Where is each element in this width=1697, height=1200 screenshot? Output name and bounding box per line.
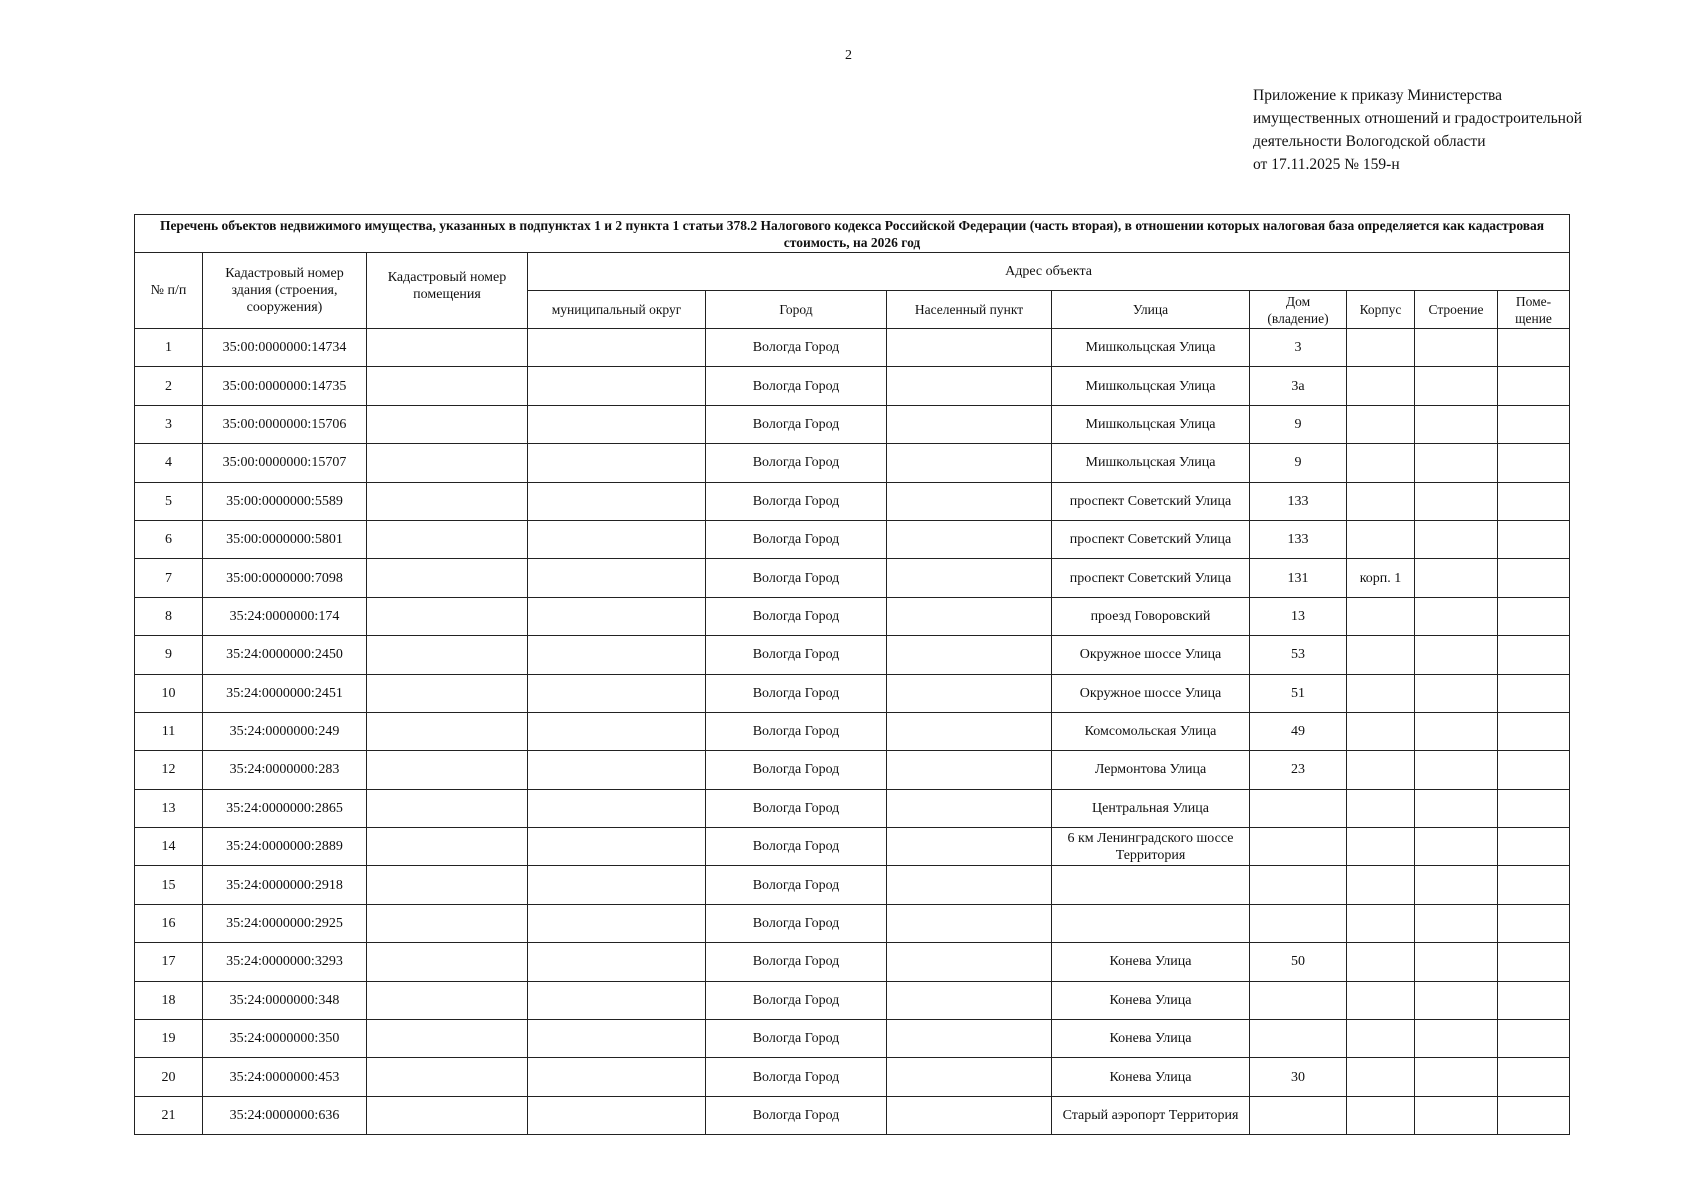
- cell-street: проспект Советский Улица: [1052, 482, 1250, 520]
- table-row: [135, 636, 1570, 674]
- cell-building-cadastral: 35:24:0000000:348: [203, 981, 367, 1019]
- cell-municipal-district: [528, 559, 706, 597]
- cell-street: Конева Улица: [1052, 1058, 1250, 1096]
- cell-room: [1498, 405, 1570, 443]
- cell-stroenie: [1415, 520, 1498, 558]
- table-row: [135, 329, 1570, 367]
- cell-city: Вологда Город: [706, 904, 887, 942]
- page-number: 2: [845, 48, 852, 63]
- cell-building-cadastral: 35:00:0000000:7098: [203, 559, 367, 597]
- cell-city: Вологда Город: [706, 482, 887, 520]
- cell-room: [1498, 1058, 1570, 1096]
- cell-house: 3а: [1250, 367, 1347, 405]
- cell-korpus: [1347, 712, 1415, 750]
- cell-settlement: [887, 559, 1052, 597]
- cell-korpus: [1347, 981, 1415, 1019]
- header-settlement: Населенный пункт: [887, 291, 1052, 329]
- cell-korpus: [1347, 329, 1415, 367]
- header-room-cadastral: Кадастровый номер помещения: [367, 253, 528, 329]
- cell-street: проспект Советский Улица: [1052, 559, 1250, 597]
- cell-num: 11: [135, 712, 203, 750]
- cell-municipal-district: [528, 367, 706, 405]
- cell-house: 30: [1250, 1058, 1347, 1096]
- header-address-group: Адрес объекта: [528, 253, 1570, 291]
- header-city: Город: [706, 291, 887, 329]
- cell-municipal-district: [528, 828, 706, 866]
- cell-house: 133: [1250, 482, 1347, 520]
- table-row: [135, 751, 1570, 789]
- cell-city: Вологда Город: [706, 597, 887, 635]
- cell-street: Окружное шоссе Улица: [1052, 636, 1250, 674]
- cell-street: проезд Говоровский: [1052, 597, 1250, 635]
- cell-house: 13: [1250, 597, 1347, 635]
- header-korpus: Корпус: [1347, 291, 1415, 329]
- header-house: [1250, 291, 1347, 329]
- cell-settlement: [887, 866, 1052, 904]
- cell-room: [1498, 789, 1570, 827]
- cell-num: 7: [135, 559, 203, 597]
- cell-municipal-district: [528, 789, 706, 827]
- header-stroenie: Строение: [1415, 291, 1498, 329]
- cell-room-cadastral: [367, 482, 528, 520]
- cell-city: Вологда Город: [706, 943, 887, 981]
- cell-room: [1498, 367, 1570, 405]
- cell-settlement: [887, 636, 1052, 674]
- table-row: [135, 904, 1570, 942]
- cell-settlement: [887, 981, 1052, 1019]
- cell-building-cadastral: 35:00:0000000:15706: [203, 405, 367, 443]
- table-row: [135, 1096, 1570, 1134]
- table-row: [135, 559, 1570, 597]
- cell-num: 13: [135, 789, 203, 827]
- cell-room-cadastral: [367, 405, 528, 443]
- header-house-line: Дом: [1285, 293, 1311, 309]
- header-house-line: (владение): [1267, 310, 1329, 326]
- cell-num: 5: [135, 482, 203, 520]
- cell-settlement: [887, 1020, 1052, 1058]
- cell-house: [1250, 1020, 1347, 1058]
- cell-room-cadastral: [367, 1020, 528, 1058]
- cell-street: [1052, 866, 1250, 904]
- cell-room-cadastral: [367, 789, 528, 827]
- cell-street: Конева Улица: [1052, 1020, 1250, 1058]
- header-municipal-district: муниципальный округ: [528, 291, 706, 329]
- cell-korpus: [1347, 444, 1415, 482]
- cell-municipal-district: [528, 405, 706, 443]
- cell-city: Вологда Город: [706, 1020, 887, 1058]
- cell-room: [1498, 329, 1570, 367]
- cell-building-cadastral: 35:24:0000000:2451: [203, 674, 367, 712]
- header-num: № п/п: [135, 253, 203, 329]
- cell-house: [1250, 1096, 1347, 1134]
- cell-street: Мишкольцская Улица: [1052, 444, 1250, 482]
- cell-municipal-district: [528, 712, 706, 750]
- cell-municipal-district: [528, 751, 706, 789]
- cell-korpus: [1347, 636, 1415, 674]
- cell-num: 9: [135, 636, 203, 674]
- cell-room: [1498, 1096, 1570, 1134]
- cell-room: [1498, 559, 1570, 597]
- cell-city: Вологда Город: [706, 520, 887, 558]
- cell-korpus: [1347, 482, 1415, 520]
- cell-stroenie: [1415, 559, 1498, 597]
- cell-num: 20: [135, 1058, 203, 1096]
- cell-num: 19: [135, 1020, 203, 1058]
- cell-stroenie: [1415, 636, 1498, 674]
- cell-room-cadastral: [367, 367, 528, 405]
- cell-num: 12: [135, 751, 203, 789]
- cell-stroenie: [1415, 981, 1498, 1019]
- table-row: [135, 674, 1570, 712]
- cell-municipal-district: [528, 329, 706, 367]
- cell-municipal-district: [528, 904, 706, 942]
- cell-municipal-district: [528, 520, 706, 558]
- appendix-line: имущественных отношений и градостроительной: [1253, 110, 1582, 127]
- cell-street: проспект Советский Улица: [1052, 520, 1250, 558]
- cell-korpus: корп. 1: [1347, 559, 1415, 597]
- cell-house: 9: [1250, 444, 1347, 482]
- cell-municipal-district: [528, 444, 706, 482]
- cell-house: [1250, 866, 1347, 904]
- cell-korpus: [1347, 674, 1415, 712]
- cell-street: Конева Улица: [1052, 981, 1250, 1019]
- cell-municipal-district: [528, 674, 706, 712]
- cell-building-cadastral: 35:24:0000000:350: [203, 1020, 367, 1058]
- cell-settlement: [887, 405, 1052, 443]
- table-row: [135, 866, 1570, 904]
- cell-city: Вологда Город: [706, 1058, 887, 1096]
- cell-room: [1498, 674, 1570, 712]
- cell-settlement: [887, 828, 1052, 866]
- cell-building-cadastral: 35:24:0000000:2450: [203, 636, 367, 674]
- cell-house: [1250, 981, 1347, 1019]
- cell-settlement: [887, 1096, 1052, 1134]
- table-row: [135, 482, 1570, 520]
- cell-room: [1498, 444, 1570, 482]
- cell-building-cadastral: 35:24:0000000:174: [203, 597, 367, 635]
- cell-settlement: [887, 482, 1052, 520]
- cell-settlement: [887, 789, 1052, 827]
- cell-building-cadastral: 35:24:0000000:636: [203, 1096, 367, 1134]
- cell-municipal-district: [528, 636, 706, 674]
- cell-building-cadastral: 35:24:0000000:283: [203, 751, 367, 789]
- cell-city: Вологда Город: [706, 636, 887, 674]
- cell-room-cadastral: [367, 1096, 528, 1134]
- header-room-line: щение: [1515, 310, 1552, 326]
- cell-num: 4: [135, 444, 203, 482]
- cell-municipal-district: [528, 482, 706, 520]
- cell-city: Вологда Город: [706, 405, 887, 443]
- table-row: [135, 712, 1570, 750]
- cell-num: 1: [135, 329, 203, 367]
- cell-room-cadastral: [367, 712, 528, 750]
- cell-municipal-district: [528, 943, 706, 981]
- table-row: [135, 943, 1570, 981]
- cell-building-cadastral: 35:24:0000000:2918: [203, 866, 367, 904]
- cell-room: [1498, 712, 1570, 750]
- cell-stroenie: [1415, 789, 1498, 827]
- cell-room: [1498, 1020, 1570, 1058]
- cell-house: 9: [1250, 405, 1347, 443]
- cell-municipal-district: [528, 1096, 706, 1134]
- cell-house: 3: [1250, 329, 1347, 367]
- cell-stroenie: [1415, 751, 1498, 789]
- cell-korpus: [1347, 904, 1415, 942]
- cell-house: [1250, 789, 1347, 827]
- cell-street: Мишкольцская Улица: [1052, 405, 1250, 443]
- cell-stroenie: [1415, 1096, 1498, 1134]
- cell-room-cadastral: [367, 981, 528, 1019]
- cell-city: Вологда Город: [706, 789, 887, 827]
- cell-num: 17: [135, 943, 203, 981]
- cell-stroenie: [1415, 482, 1498, 520]
- cell-house: 23: [1250, 751, 1347, 789]
- cell-house: 50: [1250, 943, 1347, 981]
- cell-room-cadastral: [367, 866, 528, 904]
- cell-korpus: [1347, 597, 1415, 635]
- cell-stroenie: [1415, 943, 1498, 981]
- cell-street: Окружное шоссе Улица: [1052, 674, 1250, 712]
- cell-city: Вологда Город: [706, 866, 887, 904]
- cell-city: Вологда Город: [706, 828, 887, 866]
- table-body: [135, 329, 1570, 1135]
- table-row: [135, 405, 1570, 443]
- cell-building-cadastral: 35:24:0000000:249: [203, 712, 367, 750]
- cell-building-cadastral: 35:00:0000000:5801: [203, 520, 367, 558]
- cell-city: Вологда Город: [706, 712, 887, 750]
- table-row: [135, 1020, 1570, 1058]
- cell-stroenie: [1415, 1058, 1498, 1096]
- cell-room: [1498, 828, 1570, 866]
- cell-street: Лермонтова Улица: [1052, 751, 1250, 789]
- cell-num: 10: [135, 674, 203, 712]
- cell-num: 16: [135, 904, 203, 942]
- cell-building-cadastral: 35:00:0000000:5589: [203, 482, 367, 520]
- cell-num: 6: [135, 520, 203, 558]
- cell-room: [1498, 904, 1570, 942]
- cell-room: [1498, 520, 1570, 558]
- table-row: [135, 981, 1570, 1019]
- cell-room: [1498, 636, 1570, 674]
- cell-stroenie: [1415, 828, 1498, 866]
- cell-room: [1498, 943, 1570, 981]
- appendix-line: деятельности Вологодской области: [1253, 133, 1486, 150]
- cell-settlement: [887, 329, 1052, 367]
- cell-num: 14: [135, 828, 203, 866]
- cell-settlement: [887, 367, 1052, 405]
- cell-street: Мишкольцская Улица: [1052, 367, 1250, 405]
- cell-municipal-district: [528, 981, 706, 1019]
- cell-stroenie: [1415, 1020, 1498, 1058]
- cell-korpus: [1347, 789, 1415, 827]
- cell-building-cadastral: 35:24:0000000:453: [203, 1058, 367, 1096]
- cell-num: 8: [135, 597, 203, 635]
- cell-korpus: [1347, 1058, 1415, 1096]
- cell-house: [1250, 904, 1347, 942]
- cell-room-cadastral: [367, 444, 528, 482]
- appendix-line: от 17.11.2025 № 159-н: [1253, 156, 1400, 173]
- header-room-line: Поме-: [1515, 293, 1552, 309]
- cell-house: 133: [1250, 520, 1347, 558]
- cell-settlement: [887, 943, 1052, 981]
- cell-korpus: [1347, 943, 1415, 981]
- cell-korpus: [1347, 520, 1415, 558]
- cell-korpus: [1347, 1020, 1415, 1058]
- cell-building-cadastral: 35:24:0000000:3293: [203, 943, 367, 981]
- cell-street: Старый аэропорт Территория: [1052, 1096, 1250, 1134]
- cell-city: Вологда Город: [706, 751, 887, 789]
- cell-house: 53: [1250, 636, 1347, 674]
- cell-house: 131: [1250, 559, 1347, 597]
- cell-street: Конева Улица: [1052, 943, 1250, 981]
- appendix-block: [1253, 84, 1673, 176]
- cell-korpus: [1347, 1096, 1415, 1134]
- cell-room: [1498, 751, 1570, 789]
- cell-building-cadastral: 35:00:0000000:14734: [203, 329, 367, 367]
- cell-settlement: [887, 712, 1052, 750]
- table-row: [135, 828, 1570, 866]
- cell-room: [1498, 981, 1570, 1019]
- cell-num: 2: [135, 367, 203, 405]
- cell-room: [1498, 866, 1570, 904]
- cell-building-cadastral: 35:00:0000000:14735: [203, 367, 367, 405]
- cell-room: [1498, 597, 1570, 635]
- cell-municipal-district: [528, 866, 706, 904]
- cell-room-cadastral: [367, 520, 528, 558]
- cell-city: Вологда Город: [706, 981, 887, 1019]
- cell-room-cadastral: [367, 597, 528, 635]
- cell-stroenie: [1415, 444, 1498, 482]
- cell-municipal-district: [528, 1020, 706, 1058]
- cell-stroenie: [1415, 367, 1498, 405]
- cell-city: Вологда Город: [706, 674, 887, 712]
- cell-building-cadastral: 35:24:0000000:2889: [203, 828, 367, 866]
- table-row: [135, 789, 1570, 827]
- cell-settlement: [887, 751, 1052, 789]
- cell-stroenie: [1415, 405, 1498, 443]
- cell-city: Вологда Город: [706, 367, 887, 405]
- cell-room-cadastral: [367, 329, 528, 367]
- cell-street: [1052, 904, 1250, 942]
- header-room: [1498, 291, 1570, 329]
- header-street: Улица: [1052, 291, 1250, 329]
- table-row: [135, 1058, 1570, 1096]
- cell-street: Центральная Улица: [1052, 789, 1250, 827]
- table-row: [135, 367, 1570, 405]
- cell-room-cadastral: [367, 674, 528, 712]
- cell-room-cadastral: [367, 559, 528, 597]
- cell-room-cadastral: [367, 636, 528, 674]
- cell-city: Вологда Город: [706, 1096, 887, 1134]
- cell-settlement: [887, 904, 1052, 942]
- cell-korpus: [1347, 866, 1415, 904]
- table-row: [135, 597, 1570, 635]
- cell-room-cadastral: [367, 943, 528, 981]
- cell-room-cadastral: [367, 904, 528, 942]
- cell-stroenie: [1415, 712, 1498, 750]
- cell-korpus: [1347, 828, 1415, 866]
- cell-stroenie: [1415, 597, 1498, 635]
- cell-settlement: [887, 520, 1052, 558]
- cell-settlement: [887, 1058, 1052, 1096]
- cell-settlement: [887, 674, 1052, 712]
- cell-street: Комсомольская Улица: [1052, 712, 1250, 750]
- cell-settlement: [887, 597, 1052, 635]
- cell-house: 51: [1250, 674, 1347, 712]
- cell-city: Вологда Город: [706, 559, 887, 597]
- property-register-table: [134, 214, 1570, 1135]
- table-row: [135, 444, 1570, 482]
- cell-num: 21: [135, 1096, 203, 1134]
- cell-room-cadastral: [367, 1058, 528, 1096]
- cell-korpus: [1347, 751, 1415, 789]
- cell-street: 6 км Ленинградского шоссе Территория: [1052, 828, 1250, 866]
- cell-building-cadastral: 35:00:0000000:15707: [203, 444, 367, 482]
- cell-stroenie: [1415, 904, 1498, 942]
- cell-settlement: [887, 444, 1052, 482]
- cell-stroenie: [1415, 866, 1498, 904]
- cell-num: 3: [135, 405, 203, 443]
- cell-municipal-district: [528, 597, 706, 635]
- appendix-line: Приложение к приказу Министерства: [1253, 87, 1503, 104]
- cell-room-cadastral: [367, 751, 528, 789]
- cell-num: 15: [135, 866, 203, 904]
- cell-building-cadastral: 35:24:0000000:2865: [203, 789, 367, 827]
- cell-city: Вологда Город: [706, 329, 887, 367]
- cell-korpus: [1347, 367, 1415, 405]
- cell-num: 18: [135, 981, 203, 1019]
- cell-street: Мишкольцская Улица: [1052, 329, 1250, 367]
- cell-stroenie: [1415, 674, 1498, 712]
- cell-house: 49: [1250, 712, 1347, 750]
- cell-stroenie: [1415, 329, 1498, 367]
- cell-building-cadastral: 35:24:0000000:2925: [203, 904, 367, 942]
- header-building-cadastral: Кадастровый номер здания (строения, сооружения): [203, 253, 367, 329]
- cell-room: [1498, 482, 1570, 520]
- cell-korpus: [1347, 405, 1415, 443]
- cell-house: [1250, 828, 1347, 866]
- cell-municipal-district: [528, 1058, 706, 1096]
- cell-city: Вологда Город: [706, 444, 887, 482]
- table-row: [135, 520, 1570, 558]
- cell-room-cadastral: [367, 828, 528, 866]
- table-title: Перечень объектов недвижимого имущества, указанных в подпунктах 1 и 2 пункта 1 статьи 378.2 Налогового кодекса Российской Федерации (часть вторая), в отношении которых налоговая база определяется как кадастровая стоимость, на 2026 год: [135, 215, 1570, 253]
